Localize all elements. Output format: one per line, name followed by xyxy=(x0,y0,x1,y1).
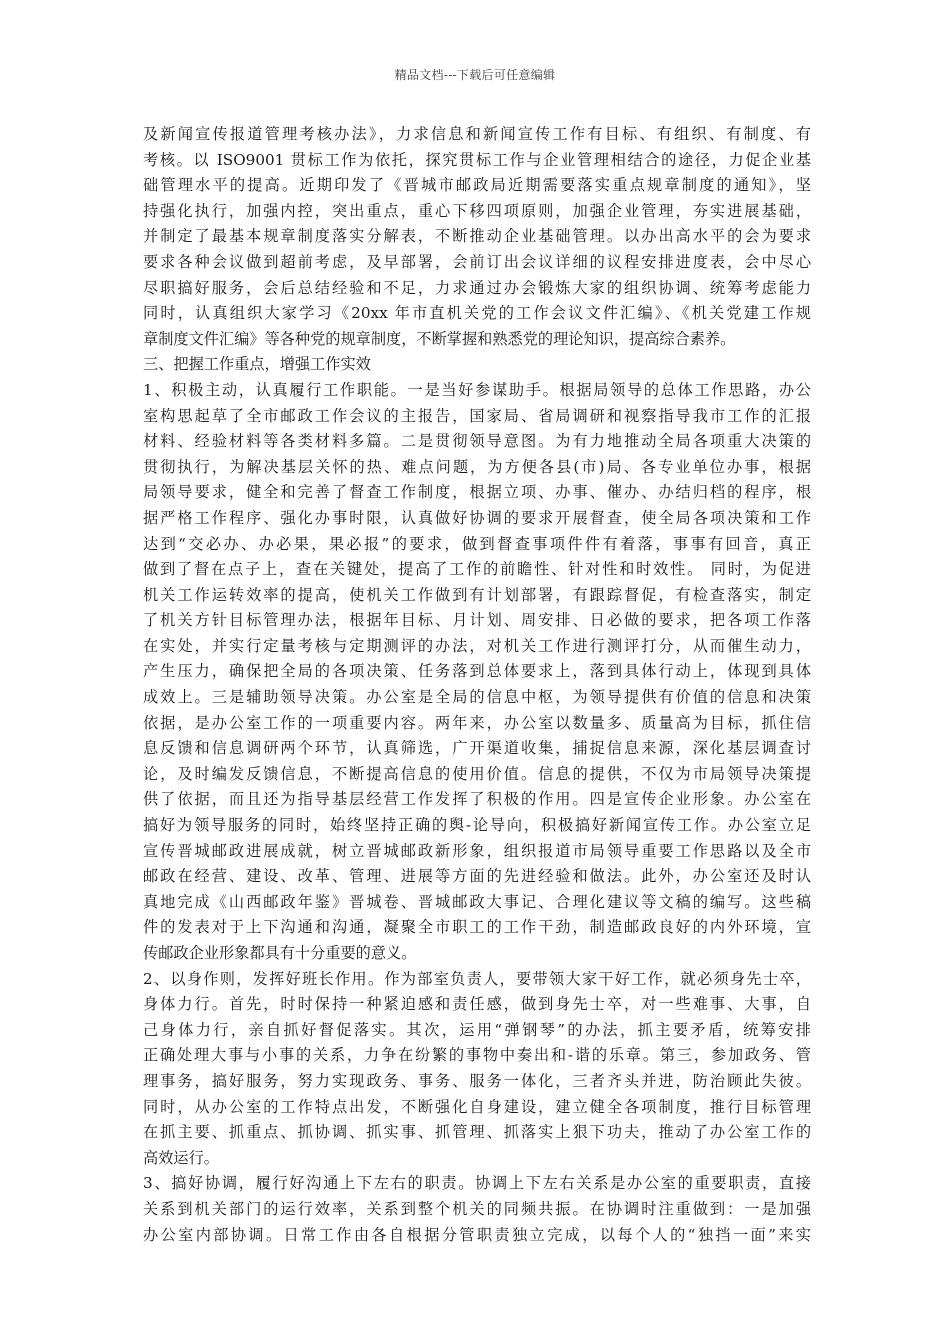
text-line: 高效运行。 xyxy=(143,1148,219,1167)
text-line: 据严格工作程序、强化办事时限，认真做好协调的要求开展督查，使全局各项决策和工作 xyxy=(143,508,811,527)
text-line: 在抓主要、抓重点、抓协调、抓实事、抓管理、抓落实上狠下功夫，推动了办公室工作的 xyxy=(143,1123,811,1142)
text-line: 考核。以 ISO9001 贯标工作为依托，探究贯标工作与企业管理相结合的途径，力促企业基 xyxy=(143,150,811,169)
text-line: 3、搞好协调，履行好沟通上下左右的职责。协调上下左右关系是办公室的重要职责，直接 xyxy=(143,1174,811,1193)
text-line: 同时，认真组织大家学习《20xx 年市直机关党的工作会议文件汇编》、《机关党建工作规 xyxy=(143,304,811,323)
text-line: 要求各种会议做到超前考虑，及早部署，会前订出会议详细的议程安排进度表，会中尽心 xyxy=(143,252,811,271)
text-line: 产生压力，确保把全局的各项决策、任务落到总体要求上，落到具体行动上，体现到具体 xyxy=(143,662,811,681)
text-line: 尽职搞好服务，会后总结经验和不足，力求通过办会锻炼大家的组织协调、统筹考虑能力 xyxy=(143,278,811,297)
text-line: 了机关方针目标管理办法，根据年目标、月计划、周安排、日必做的要求，把各项工作落 xyxy=(143,611,811,630)
text-line: 依据，是办公室工作的一项重要内容。两年来，办公室以数量多、质量高为目标，抓住信 xyxy=(143,713,811,732)
text-line: 关系到机关部门的运行效率，关系到整个机关的同频共振。在协调时注重做到：一是加强 xyxy=(143,1199,811,1218)
text-line: 供了依据，而且还为指导基层经营工作发挥了积极的作用。四是宣传企业形象。办公室在 xyxy=(143,790,811,809)
text-line: 三、把握工作重点，增强工作实效 xyxy=(143,355,371,374)
text-line: 邮政在经营、建设、改革、管理、进展等方面的先进经验和做法。此外，办公室还及时认 xyxy=(143,867,811,886)
text-line: 传邮政企业形象都具有十分重要的意义。 xyxy=(143,944,417,962)
text-line: 身体力行。首先，时时保持一种紧迫感和责任感，做到身先士卒，对一些难事、大事，自 xyxy=(143,995,811,1014)
text-line: 持强化执行，加强内控，突出重点，重心下移四项原则，加强企业管理，夯实进展基础， xyxy=(143,201,811,220)
text-line: 理事务，搞好服务，努力实现政务、事务、服务一体化，三者齐头并进，防治顾此失彼。 xyxy=(143,1071,811,1090)
text-line: 局领导要求，健全和完善了督查工作制度，根据立项、办事、催办、办结归档的程序，根 xyxy=(143,483,811,502)
text-line: 章制度文件汇编》等各种党的规章制度，不断掌握和熟悉党的理论知识，提高综合素养。 xyxy=(143,329,736,348)
text-line: 机关工作运转效率的提高，使机关工作做到有计划部署，有跟踪督促，有检查落实，制定 xyxy=(143,585,811,604)
text-line: 础管理水平的提高。近期印发了《晋城市邮政局近期需要落实重点规章制度的通知》，坚 xyxy=(143,176,811,195)
text-line: 2、以身作则，发挥好班长作用。作为部室负责人，要带领大家干好工作，就必须身先士卒， xyxy=(143,969,811,988)
text-line: 己身体力行，亲自抓好督促落实。其次，运用“弹钢琴”的办法，抓主要矛盾，统筹安排 xyxy=(143,1020,811,1039)
page-header: 精品文档---下载后可任意编辑 xyxy=(394,68,556,82)
text-line: 在实处，并实行定量考核与定期测评的办法，对机关工作进行测评打分，从而催生动力， xyxy=(143,636,811,655)
text-line: 息反馈和信息调研两个环节，认真筛选，广开渠道收集，捕捉信息来源，深化基层调查讨 xyxy=(143,739,811,758)
text-line: 及新闻宣传报道管理考核办法》，力求信息和新闻宣传工作有目标、有组织、有制度、有 xyxy=(143,125,811,143)
text-line: 贯彻执行，为解决基层关怀的热、难点问题，为方便各县(市)局、各专业单位办事，根据 xyxy=(143,457,811,476)
body-text xyxy=(143,122,811,1248)
text-line: 做到了督在点子上，查在关键处，提高了工作的前瞻性、针对性和时效性。 同时，为促进 xyxy=(143,560,811,579)
text-line: 搞好为领导服务的同时，始终坚持正确的舆-论导向，积极搞好新闻宣传工作。办公室立足 xyxy=(143,816,811,835)
text-line: 达到“交必办、办必果，果必报”的要求，做到督查事项件件有着落，事事有回音，真正 xyxy=(143,534,811,553)
text-line: 件的发表对于上下沟通和沟通，凝聚全市职工的工作干劲，制造邮政良好的内外环境，宣 xyxy=(143,918,811,937)
text-line: 并制定了最基本规章制度落实分解表，不断推动企业基础管理。以办出高水平的会为要求 xyxy=(143,227,811,246)
text-line: 论，及时编发反馈信息，不断提高信息的使用价值。信息的提供，不仅为市局领导决策提 xyxy=(143,764,811,783)
text-line: 成效上。三是辅助领导决策。办公室是全局的信息中枢，为领导提供有价值的信息和决策 xyxy=(143,688,811,707)
text-line: 室构思起草了全市邮政工作会议的主报告，国家局、省局调研和视察指导我市工作的汇报 xyxy=(143,406,811,425)
text-line: 同时，从办公室的工作特点出发，不断强化自身建设，建立健全各项制度，推行目标管理 xyxy=(143,1097,811,1116)
text-line: 办公室内部协调。日常工作由各自根据分管职责独立完成，以每个人的“独挡一面”来实 xyxy=(143,1225,811,1244)
text-line: 材料、经验材料等各类材料多篇。二是贯彻领导意图。为有力地推动全局各项重大决策的 xyxy=(143,432,811,451)
text-line: 真地完成《山西邮政年鉴》晋城卷、晋城邮政大事记、合理化建议等文稿的编写。这些稿 xyxy=(143,892,811,911)
text-line: 正确处理大事与小事的关系，力争在纷繁的事物中奏出和-谐的乐章。第三，参加政务、管 xyxy=(143,1046,811,1065)
text-line: 1、积极主动，认真履行工作职能。一是当好参谋助手。根据局领导的总体工作思路，办公 xyxy=(143,380,811,399)
text-line: 宣传晋城邮政进展成就，树立晋城邮政新形象，组织报道市局领导重要工作思路以及全市 xyxy=(143,841,811,860)
